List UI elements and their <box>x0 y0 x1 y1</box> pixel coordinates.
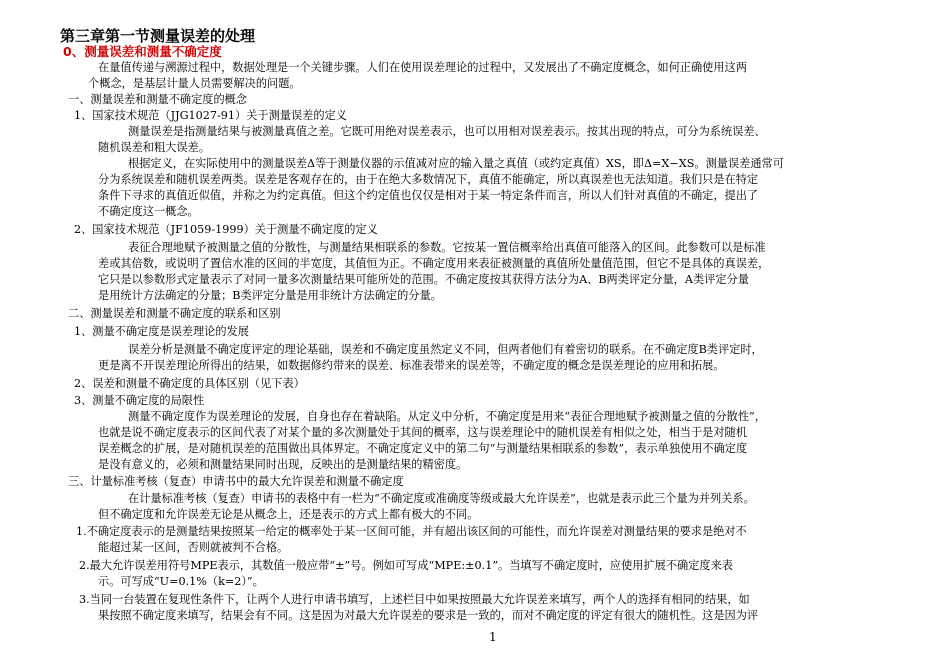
list-item: 3.当同一台装置在复现性条件下，让两个人进行申请书填写，上述栏目中如果按照最大允许误差来填写，两个人的选择有相同的结果，如 <box>79 593 750 606</box>
body-line: 误差概念的扩展，是对随机误差的范围做出具体界定。不确定度定义中的第二句“与测量结果相联系的参数”，表示单独使用不确定度 <box>98 442 748 455</box>
body-line: 果按照不确定度来填写，结果会有不同。这是因为对最大允许误差的要求是一致的，而对不确定度的评定有很大的随机性。这是因为评 <box>98 609 759 622</box>
list-item: 2.最大允许误差用符号MPE表示，其数值一般应带“±”号。例如可写成“MPE:±0.1”。当填写不确定度时，应使用扩展不确定度来表 <box>79 559 733 572</box>
subsection-heading: 1、国家技术规范（JJG1027-91）关于测量误差的定义 <box>74 109 347 122</box>
body-line: 示。可写成“U=0.1%（k=2）”。 <box>98 575 264 588</box>
list-item: 1.不确定度表示的是测量结果按照某一给定的概率处于某一区间可能，并有超出该区间的可能性，而允许误差对测量结果的要求是绝对不 <box>76 525 747 538</box>
subsection-heading: 1、测量不确定度是误差理论的发展 <box>74 325 249 338</box>
body-line: 测量不确定度作为误差理论的发展，自身也存在着缺陷。从定义中分析，不确定度是用来“表征合理地赋予被测量之值的分散性”， <box>128 410 766 423</box>
body-line: 不确定度这一概念。 <box>98 205 199 218</box>
body-line: 误差分析是测量不确定度评定的理论基础，误差和不确定度虽然定义不同，但两者他们有着密切的联系。在不确定度B类评定时， <box>128 343 763 356</box>
section-heading: 0、测量误差和测量不确定度 <box>63 44 222 59</box>
body-line: 差或其倍数，或说明了置信水准的区间的半宽度，其值恒为正。不确定度用来表征被测量的真值所处量值范围，但它不是具体的真误差， <box>98 257 770 270</box>
subsection-heading: 2、国家技术规范（JF1059-1999）关于测量不确定度的定义 <box>74 223 378 236</box>
body-line: 根据定义，在实际使用中的测量误差Δ等于测量仪器的示值减对应的输入量之真值（或约定真值）XS，即Δ=X−XS。测量误差通常可 <box>128 157 784 170</box>
body-line: 个概念，是基层计量人员需要解决的问题。 <box>88 77 301 90</box>
body-line: 也就是说不确定度表示的区间代表了对某个量的多次测量处于其间的概率，这与误差理论中的随机误差有相似之处，相当于是对随机 <box>98 426 747 439</box>
body-line: 条件下寻求的真值近似值，并称之为约定真值。但这个约定值也仅仅是相对于某一特定条件而言，所以人们针对真值的不确定，提出了 <box>98 189 759 202</box>
section-heading: 二、测量误差和测量不确定度的联系和区别 <box>68 307 281 320</box>
body-line: 随机误差和粗大误差。 <box>98 141 210 154</box>
page-title: 第三章第一节测量误差的处理 <box>60 27 256 45</box>
body-line: 是没有意义的，必须和测量结果同时出现，反映出的是测量结果的精密度。 <box>98 458 468 471</box>
subsection-heading: 2、误差和测量不确定度的具体区别（见下表） <box>74 377 305 390</box>
page-number: 1 <box>489 630 497 644</box>
body-line: 是用统计方法确定的分量；B类评定分量是用非统计方法确定的分量。 <box>98 289 442 302</box>
section-heading: 一、测量误差和测量不确定度的概念 <box>68 93 248 106</box>
subsection-heading: 3、测量不确定度的局限性 <box>74 394 205 407</box>
section-heading: 三、计量标准考核（复查）申请书中的最大允许误差和测量不确定度 <box>68 475 404 488</box>
body-line: 它只是以参数形式定量表示了对同一量多次测量结果可能所处的范围。不确定度按其获得方法分为A、B两类评定分量，A类评定分量 <box>98 273 749 286</box>
body-line: 分为系统误差和随机误差两类。误差是客观存在的，由于在绝大多数情况下，真值不能确定，所以真误差也无法知道。我们只是在特定 <box>98 173 759 186</box>
body-line: 但不确定度和允许误差无论是从概念上，还是表示的方式上都有极大的不同。 <box>98 508 479 521</box>
body-line: 能超过某一区间，否则就被判不合格。 <box>98 541 289 554</box>
body-line: 在量值传递与溯源过程中，数据处理是一个关键步骤。人们在使用误差理论的过程中，又发展出了不确定度概念，如何正确使用这两 <box>98 61 747 74</box>
body-line: 在计量标准考核（复查）申请书的表格中有一栏为“不确定度或准确度等级或最大允许误差”，也就是表示此三个量为并列关系。 <box>128 492 755 505</box>
body-line: 表征合理地赋予被测量之值的分散性，与测量结果相联系的参数。它按某一置信概率给出真值可能落入的区间。此参数可以是标准 <box>128 241 766 254</box>
body-line: 测量误差是指测量结果与被测量真值之差。它既可用绝对误差表示，也可以用相对误差表示。按其出现的特点，可分为系统误差、 <box>128 125 766 138</box>
body-line: 更是离不开误差理论所得出的结果，如数据修约带来的误差、标准表带来的误差等，不确定度的概念是误差理论的应用和拓展。 <box>98 359 725 372</box>
